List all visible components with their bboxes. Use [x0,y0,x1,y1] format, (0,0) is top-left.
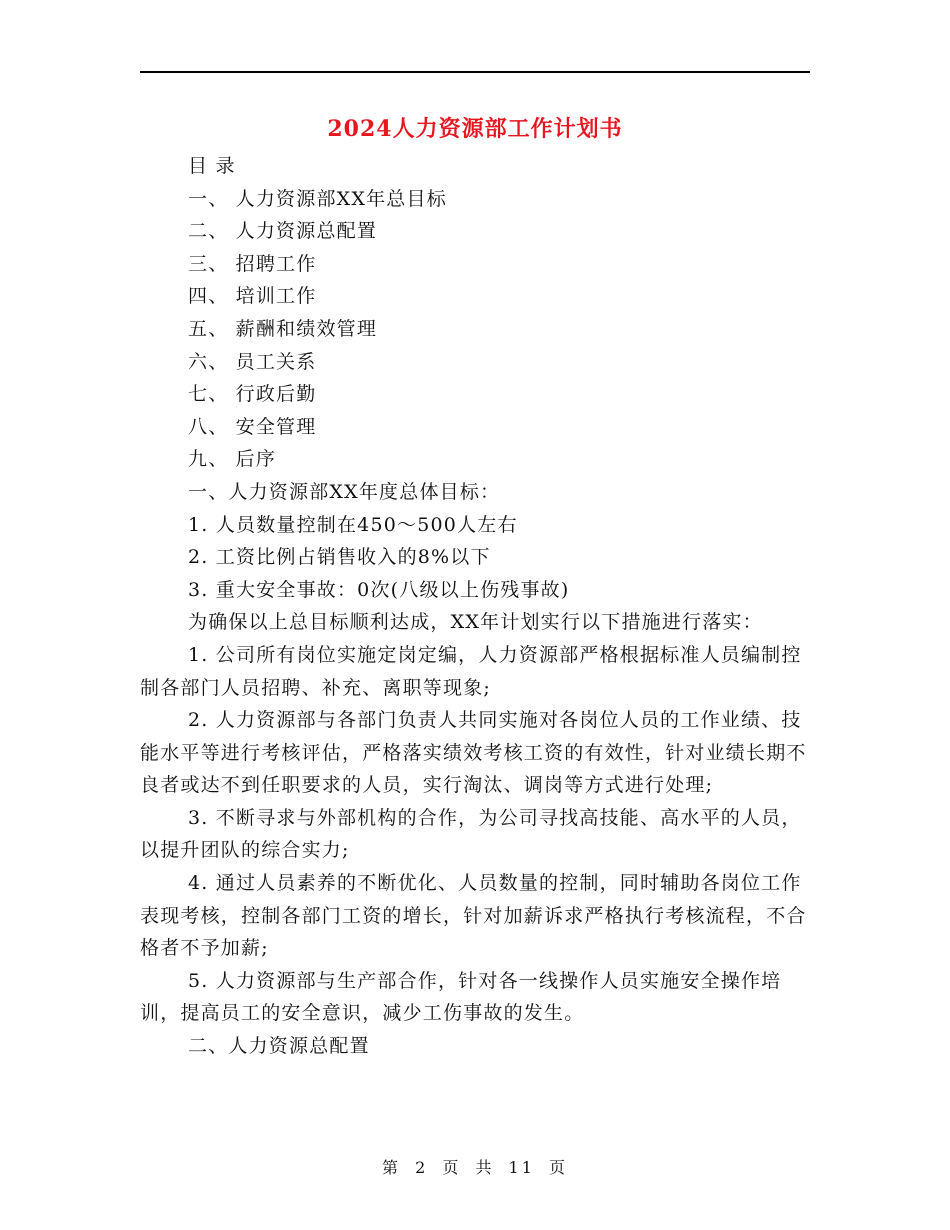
toc-item: 六、 员工关系 [188,350,317,373]
measure-paragraph: 5. 人力资源部与生产部合作，针对各一线操作人员实施安全操作培训，提高员工的安全意识，减少工伤事故的发生。 [140,969,782,1025]
toc-item: 八、 安全管理 [188,415,317,438]
goal-item: 3. 重大安全事故：0次(八级以上伤残事故) [188,578,570,601]
toc-item: 三、 招聘工作 [188,252,317,275]
measures-intro: 为确保以上总目标顺利达成，XX年计划实行以下措施进行落实： [188,611,763,634]
measure-paragraph: 3. 不断寻求与外部机构的合作，为公司寻找高技能、高水平的人员，以提升团队的综合实力; [140,806,802,862]
toc-heading: 目 录 [188,155,236,177]
measure-paragraph: 1. 公司所有岗位实施定岗定编，人力资源部严格根据标准人员编制控制各部门人员招聘、补充、离职等现象; [140,643,802,699]
goal-item: 1. 人员数量控制在450～500人左右 [188,513,518,536]
section-heading: 二、人力资源总配置 [188,1035,370,1058]
toc-item: 七、 行政后勤 [188,383,317,406]
header-rule [140,71,810,73]
toc-item: 四、 培训工作 [188,285,317,308]
page-body [140,150,810,1063]
toc-item: 五、 薪酬和绩效管理 [188,317,378,340]
page-footer: 第 2 页 共 11 页 [382,1158,568,1177]
toc-item: 九、 后序 [188,448,277,471]
toc-item: 一、 人力资源部XX年总目标 [188,187,447,210]
document-title: 2024人力资源部工作计划书 [327,116,623,142]
measure-paragraph: 4. 通过人员素养的不断优化、人员数量的控制，同时辅助各岗位工作表现考核，控制各部门工资的增长，针对加薪诉求严格执行考核流程，不合格者不予加薪; [140,872,807,960]
section-heading: 一、人力资源部XX年度总体目标： [188,480,501,503]
toc-item: 二、 人力资源总配置 [188,220,378,243]
goal-item: 2. 工资比例占销售收入的8%以下 [188,546,491,569]
measure-paragraph: 2. 人力资源部与各部门负责人共同实施对各岗位人员的工作业绩、技能水平等进行考核评估，严格落实绩效考核工资的有效性，针对业绩长期不良者或达不到任职要求的人员，实行淘汰、调岗等方式进行处理; [140,709,807,797]
